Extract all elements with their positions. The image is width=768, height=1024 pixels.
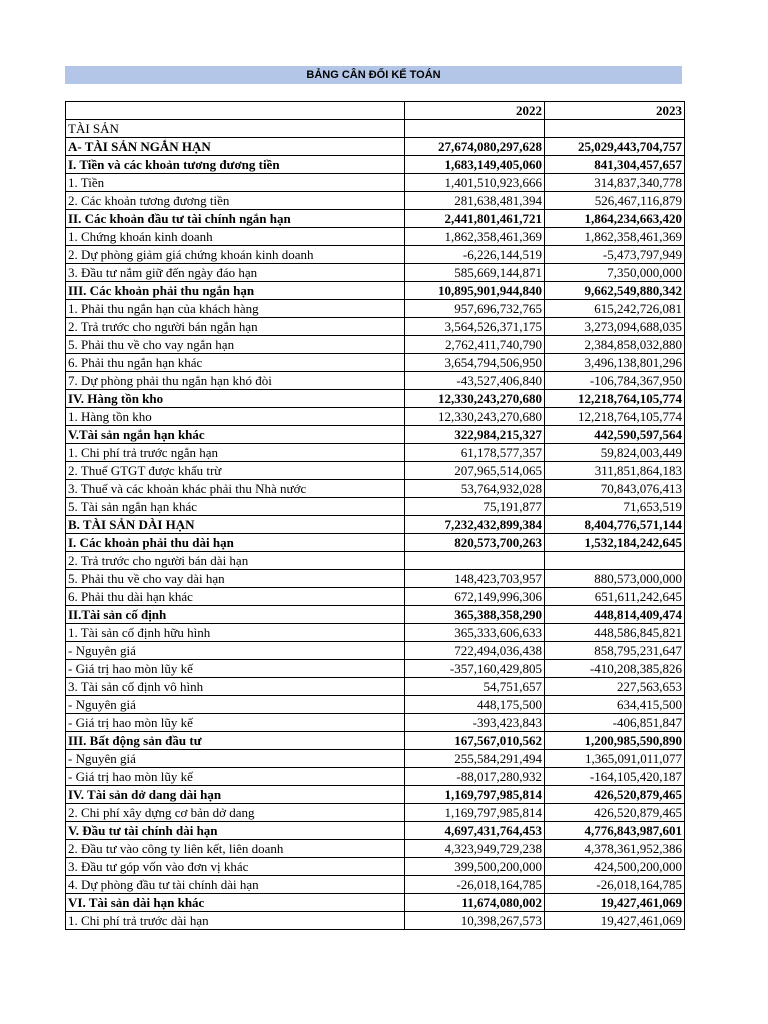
value-2022-cell[interactable]: 1,862,358,461,369 bbox=[405, 228, 545, 246]
table-row bbox=[66, 246, 685, 264]
value-2023-cell[interactable]: 4,378,361,952,386 bbox=[545, 840, 685, 858]
table-row bbox=[66, 858, 685, 876]
value-2022-cell[interactable]: 75,191,877 bbox=[405, 498, 545, 516]
value-2023-cell[interactable]: 1,864,234,663,420 bbox=[545, 210, 685, 228]
row-label-cell[interactable]: TÀI SẢN bbox=[66, 120, 405, 138]
table-row bbox=[66, 426, 685, 444]
value-2023-cell[interactable]: 448,814,409,474 bbox=[545, 606, 685, 624]
row-label-cell[interactable]: 6. Phải thu ngắn hạn khác bbox=[66, 354, 405, 372]
value-2023-cell[interactable]: 2,384,858,032,880 bbox=[545, 336, 685, 354]
row-label-cell[interactable]: 2. Đầu tư vào công ty liên kết, liên doanh bbox=[66, 840, 405, 858]
table-row bbox=[66, 156, 685, 174]
table-row bbox=[66, 138, 685, 156]
table-row bbox=[66, 300, 685, 318]
row-label-cell[interactable]: 1. Tiền bbox=[66, 174, 405, 192]
value-2023-cell[interactable]: 615,242,726,081 bbox=[545, 300, 685, 318]
row-label-cell[interactable]: IV. Tài sản dở dang dài hạn bbox=[66, 786, 405, 804]
row-label-cell[interactable]: 6. Phải thu dài hạn khác bbox=[66, 588, 405, 606]
value-2022-cell[interactable]: 1,169,797,985,814 bbox=[405, 786, 545, 804]
value-2022-cell[interactable]: 365,333,606,633 bbox=[405, 624, 545, 642]
row-label-cell[interactable]: - Giá trị hao mòn lũy kế bbox=[66, 714, 405, 732]
table-row bbox=[66, 678, 685, 696]
value-2022-cell[interactable]: 2,441,801,461,721 bbox=[405, 210, 545, 228]
table-row bbox=[66, 120, 685, 138]
value-2022-cell[interactable]: 1,169,797,985,814 bbox=[405, 804, 545, 822]
value-2023-cell[interactable]: 311,851,864,183 bbox=[545, 462, 685, 480]
table-row bbox=[66, 660, 685, 678]
row-label-cell[interactable]: III. Bất động sản đầu tư bbox=[66, 732, 405, 750]
row-label-cell[interactable]: 1. Chứng khoán kinh doanh bbox=[66, 228, 405, 246]
value-2023-cell[interactable]: 9,662,549,880,342 bbox=[545, 282, 685, 300]
header-cell-2022[interactable]: 2022 bbox=[405, 102, 545, 120]
value-2022-cell[interactable]: 1,401,510,923,666 bbox=[405, 174, 545, 192]
table-row bbox=[66, 840, 685, 858]
value-2023-cell[interactable]: 880,573,000,000 bbox=[545, 570, 685, 588]
value-2022-cell[interactable]: 7,232,432,899,384 bbox=[405, 516, 545, 534]
value-2023-cell[interactable]: -26,018,164,785 bbox=[545, 876, 685, 894]
row-label-cell[interactable]: I. Tiền và các khoản tương đương tiền bbox=[66, 156, 405, 174]
value-2023-cell[interactable]: 448,586,845,821 bbox=[545, 624, 685, 642]
table-row bbox=[66, 318, 685, 336]
value-2023-cell[interactable]: 227,563,653 bbox=[545, 678, 685, 696]
table-row bbox=[66, 642, 685, 660]
table-row bbox=[66, 336, 685, 354]
row-label-cell[interactable]: 2. Trả trước cho người bán ngắn hạn bbox=[66, 318, 405, 336]
value-2022-cell[interactable]: 957,696,732,765 bbox=[405, 300, 545, 318]
row-label-cell[interactable]: 3. Đầu tư nắm giữ đến ngày đáo hạn bbox=[66, 264, 405, 282]
table-row bbox=[66, 498, 685, 516]
row-label-cell[interactable]: V.Tài sản ngắn hạn khác bbox=[66, 426, 405, 444]
value-2022-cell[interactable]: 11,674,080,002 bbox=[405, 894, 545, 912]
value-2023-cell[interactable]: 7,350,000,000 bbox=[545, 264, 685, 282]
table-row bbox=[66, 534, 685, 552]
table-row bbox=[66, 552, 685, 570]
table-row bbox=[66, 264, 685, 282]
value-2022-cell[interactable]: -357,160,429,805 bbox=[405, 660, 545, 678]
table-row bbox=[66, 228, 685, 246]
value-2023-cell[interactable]: 634,415,500 bbox=[545, 696, 685, 714]
value-2023-cell[interactable]: 426,520,879,465 bbox=[545, 804, 685, 822]
value-2023-cell[interactable]: 651,611,242,645 bbox=[545, 588, 685, 606]
row-label-cell[interactable]: - Nguyên giá bbox=[66, 750, 405, 768]
value-2023-cell[interactable]: 426,520,879,465 bbox=[545, 786, 685, 804]
value-2022-cell[interactable]: 27,674,080,297,628 bbox=[405, 138, 545, 156]
row-label-cell[interactable]: II.Tài sản cố định bbox=[66, 606, 405, 624]
value-2023-cell[interactable]: 841,304,457,657 bbox=[545, 156, 685, 174]
value-2023-cell[interactable]: 19,427,461,069 bbox=[545, 912, 685, 930]
table-row bbox=[66, 192, 685, 210]
table-row bbox=[66, 876, 685, 894]
table-row bbox=[66, 390, 685, 408]
table-row bbox=[66, 174, 685, 192]
value-2022-cell[interactable]: -26,018,164,785 bbox=[405, 876, 545, 894]
value-2023-cell[interactable]: 1,862,358,461,369 bbox=[545, 228, 685, 246]
value-2022-cell[interactable]: 10,398,267,573 bbox=[405, 912, 545, 930]
row-label-cell[interactable]: 2. Trả trước cho người bán dài hạn bbox=[66, 552, 405, 570]
value-2022-cell[interactable]: 3,654,794,506,950 bbox=[405, 354, 545, 372]
value-2022-cell[interactable] bbox=[405, 120, 545, 138]
row-label-cell[interactable]: - Nguyên giá bbox=[66, 642, 405, 660]
value-2022-cell[interactable]: 399,500,200,000 bbox=[405, 858, 545, 876]
row-label-cell[interactable]: 1. Chi phí trả trước ngắn hạn bbox=[66, 444, 405, 462]
value-2022-cell[interactable]: -6,226,144,519 bbox=[405, 246, 545, 264]
value-2023-cell[interactable]: 526,467,116,879 bbox=[545, 192, 685, 210]
value-2022-cell[interactable]: 722,494,036,438 bbox=[405, 642, 545, 660]
row-label-cell[interactable]: V. Đầu tư tài chính dài hạn bbox=[66, 822, 405, 840]
value-2022-cell[interactable]: 10,895,901,944,840 bbox=[405, 282, 545, 300]
row-label-cell[interactable]: 1. Phải thu ngắn hạn của khách hàng bbox=[66, 300, 405, 318]
row-label-cell[interactable]: 3. Thuế và các khoản khác phải thu Nhà nước bbox=[66, 480, 405, 498]
table-row bbox=[66, 372, 685, 390]
row-label-cell[interactable]: II. Các khoản đầu tư tài chính ngắn hạn bbox=[66, 210, 405, 228]
value-2023-cell[interactable] bbox=[545, 120, 685, 138]
row-label-cell[interactable]: 3. Tài sản cố định vô hình bbox=[66, 678, 405, 696]
value-2023-cell[interactable]: 71,653,519 bbox=[545, 498, 685, 516]
balance-sheet-table bbox=[65, 101, 685, 930]
row-label-cell[interactable]: - Nguyên giá bbox=[66, 696, 405, 714]
value-2022-cell[interactable]: 53,764,932,028 bbox=[405, 480, 545, 498]
value-2022-cell[interactable]: 4,697,431,764,453 bbox=[405, 822, 545, 840]
value-2023-cell[interactable]: -410,208,385,826 bbox=[545, 660, 685, 678]
row-label-cell[interactable]: A- TÀI SẢN NGẮN HẠN bbox=[66, 138, 405, 156]
table-row bbox=[66, 462, 685, 480]
header-cell-2023[interactable]: 2023 bbox=[545, 102, 685, 120]
value-2023-cell[interactable]: 59,824,003,449 bbox=[545, 444, 685, 462]
value-2022-cell[interactable]: 585,669,144,871 bbox=[405, 264, 545, 282]
row-label-cell[interactable]: 7. Dự phòng phải thu ngắn hạn khó đòi bbox=[66, 372, 405, 390]
value-2022-cell[interactable]: 12,330,243,270,680 bbox=[405, 408, 545, 426]
row-label-cell[interactable]: 3. Đầu tư góp vốn vào đơn vị khác bbox=[66, 858, 405, 876]
value-2023-cell[interactable]: -406,851,847 bbox=[545, 714, 685, 732]
row-label-cell[interactable]: 1. Hàng tồn kho bbox=[66, 408, 405, 426]
table-row bbox=[66, 210, 685, 228]
header-cell-label[interactable] bbox=[66, 102, 405, 120]
header-row bbox=[66, 102, 685, 120]
table-row bbox=[66, 606, 685, 624]
row-label-cell[interactable]: 2. Các khoản tương đương tiền bbox=[66, 192, 405, 210]
row-label-cell[interactable]: VI. Tài sản dài hạn khác bbox=[66, 894, 405, 912]
value-2022-cell[interactable]: -43,527,406,840 bbox=[405, 372, 545, 390]
table-row bbox=[66, 696, 685, 714]
table-row bbox=[66, 714, 685, 732]
row-label-cell[interactable]: - Giá trị hao mòn lũy kế bbox=[66, 768, 405, 786]
value-2023-cell[interactable]: 1,532,184,242,645 bbox=[545, 534, 685, 552]
value-2022-cell[interactable]: 322,984,215,327 bbox=[405, 426, 545, 444]
table-row bbox=[66, 444, 685, 462]
value-2023-cell[interactable]: -5,473,797,949 bbox=[545, 246, 685, 264]
value-2022-cell[interactable]: 3,564,526,371,175 bbox=[405, 318, 545, 336]
table-row bbox=[66, 408, 685, 426]
value-2023-cell[interactable]: 25,029,443,704,757 bbox=[545, 138, 685, 156]
value-2023-cell[interactable]: 314,837,340,778 bbox=[545, 174, 685, 192]
row-label-cell[interactable]: IV. Hàng tồn kho bbox=[66, 390, 405, 408]
value-2022-cell[interactable]: 207,965,514,065 bbox=[405, 462, 545, 480]
table-row bbox=[66, 786, 685, 804]
table-row bbox=[66, 570, 685, 588]
value-2022-cell[interactable] bbox=[405, 552, 545, 570]
table-row bbox=[66, 822, 685, 840]
table-row bbox=[66, 750, 685, 768]
value-2023-cell[interactable]: 12,218,764,105,774 bbox=[545, 408, 685, 426]
value-2023-cell[interactable]: 3,496,138,801,296 bbox=[545, 354, 685, 372]
row-label-cell[interactable]: 1. Tài sản cố định hữu hình bbox=[66, 624, 405, 642]
value-2023-cell[interactable]: 424,500,200,000 bbox=[545, 858, 685, 876]
value-2023-cell[interactable]: 1,365,091,011,077 bbox=[545, 750, 685, 768]
table-row bbox=[66, 912, 685, 930]
table-row bbox=[66, 354, 685, 372]
table-row bbox=[66, 894, 685, 912]
value-2022-cell[interactable]: 4,323,949,729,238 bbox=[405, 840, 545, 858]
row-label-cell[interactable]: B. TÀI SẢN DÀI HẠN bbox=[66, 516, 405, 534]
value-2022-cell[interactable]: -393,423,843 bbox=[405, 714, 545, 732]
value-2023-cell[interactable] bbox=[545, 552, 685, 570]
value-2023-cell[interactable]: 1,200,985,590,890 bbox=[545, 732, 685, 750]
table-row bbox=[66, 516, 685, 534]
value-2022-cell[interactable]: -88,017,280,932 bbox=[405, 768, 545, 786]
row-label-cell[interactable]: 1. Chi phí trả trước dài hạn bbox=[66, 912, 405, 930]
table-row bbox=[66, 588, 685, 606]
value-2023-cell[interactable]: -164,105,420,187 bbox=[545, 768, 685, 786]
value-2022-cell[interactable]: 1,683,149,405,060 bbox=[405, 156, 545, 174]
value-2022-cell[interactable]: 255,584,291,494 bbox=[405, 750, 545, 768]
value-2022-cell[interactable]: 167,567,010,562 bbox=[405, 732, 545, 750]
table-row bbox=[66, 282, 685, 300]
value-2022-cell[interactable]: 365,388,358,290 bbox=[405, 606, 545, 624]
row-label-cell[interactable]: 4. Dự phòng đầu tư tài chính dài hạn bbox=[66, 876, 405, 894]
row-label-cell[interactable]: 5. Tài sản ngắn hạn khác bbox=[66, 498, 405, 516]
value-2022-cell[interactable]: 281,638,481,394 bbox=[405, 192, 545, 210]
row-label-cell[interactable]: 5. Phải thu về cho vay ngắn hạn bbox=[66, 336, 405, 354]
value-2023-cell[interactable]: 8,404,776,571,144 bbox=[545, 516, 685, 534]
sheet-title: BẢNG CÂN ĐỐI KẾ TOÁN bbox=[65, 66, 682, 84]
value-2022-cell[interactable]: 2,762,411,740,790 bbox=[405, 336, 545, 354]
value-2023-cell[interactable]: 858,795,231,647 bbox=[545, 642, 685, 660]
table-row bbox=[66, 768, 685, 786]
value-2023-cell[interactable]: -106,784,367,950 bbox=[545, 372, 685, 390]
value-2022-cell[interactable]: 820,573,700,263 bbox=[405, 534, 545, 552]
table-row bbox=[66, 624, 685, 642]
value-2022-cell[interactable]: 61,178,577,357 bbox=[405, 444, 545, 462]
value-2022-cell[interactable]: 54,751,657 bbox=[405, 678, 545, 696]
value-2022-cell[interactable]: 12,330,243,270,680 bbox=[405, 390, 545, 408]
value-2023-cell[interactable]: 70,843,076,413 bbox=[545, 480, 685, 498]
row-label-cell[interactable]: III. Các khoản phải thu ngắn hạn bbox=[66, 282, 405, 300]
row-label-cell[interactable]: 2. Chi phí xây dựng cơ bản dở dang bbox=[66, 804, 405, 822]
table-row bbox=[66, 804, 685, 822]
row-label-cell[interactable]: 5. Phải thu về cho vay dài hạn bbox=[66, 570, 405, 588]
row-label-cell[interactable]: 2. Thuế GTGT được khấu trừ bbox=[66, 462, 405, 480]
value-2023-cell[interactable]: 4,776,843,987,601 bbox=[545, 822, 685, 840]
row-label-cell[interactable]: - Giá trị hao mòn lũy kế bbox=[66, 660, 405, 678]
value-2022-cell[interactable]: 148,423,703,957 bbox=[405, 570, 545, 588]
value-2023-cell[interactable]: 12,218,764,105,774 bbox=[545, 390, 685, 408]
value-2023-cell[interactable]: 3,273,094,688,035 bbox=[545, 318, 685, 336]
table-row bbox=[66, 480, 685, 498]
table-row bbox=[66, 732, 685, 750]
value-2023-cell[interactable]: 19,427,461,069 bbox=[545, 894, 685, 912]
value-2022-cell[interactable]: 448,175,500 bbox=[405, 696, 545, 714]
row-label-cell[interactable]: I. Các khoản phải thu dài hạn bbox=[66, 534, 405, 552]
value-2023-cell[interactable]: 442,590,597,564 bbox=[545, 426, 685, 444]
row-label-cell[interactable]: 2. Dự phòng giảm giá chứng khoán kinh doanh bbox=[66, 246, 405, 264]
value-2022-cell[interactable]: 672,149,996,306 bbox=[405, 588, 545, 606]
